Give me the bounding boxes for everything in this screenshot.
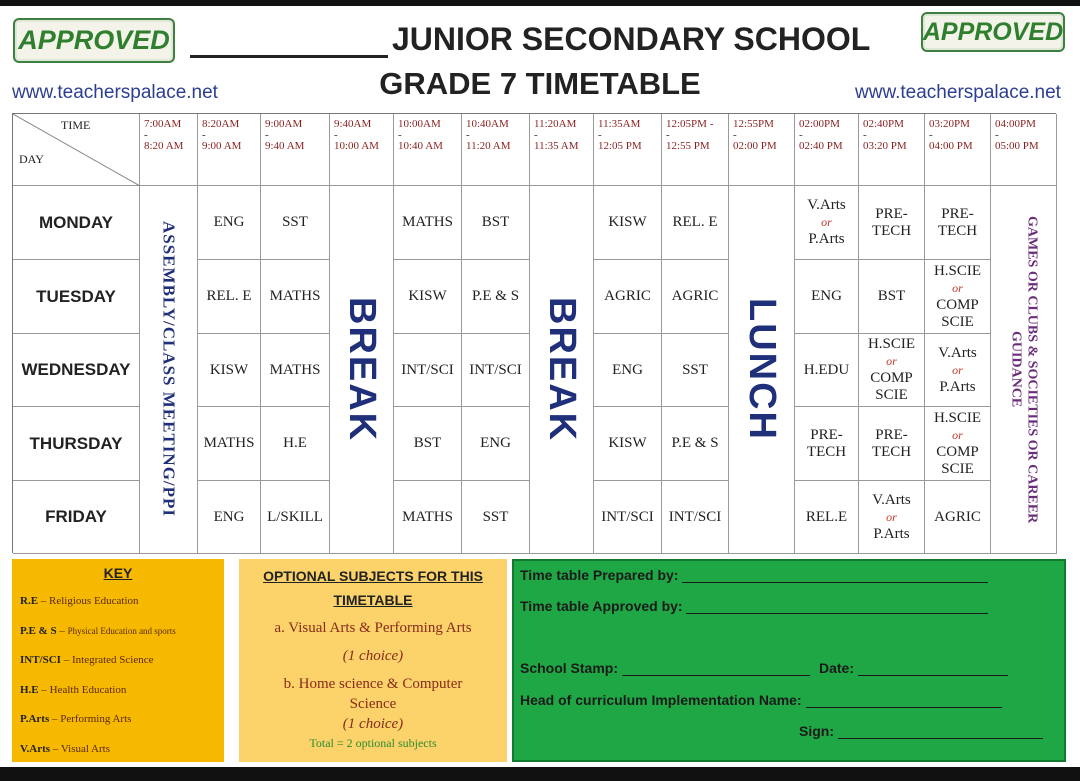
subject-cell — [394, 260, 462, 334]
subject-option-b: P.Arts — [808, 231, 845, 247]
key-description: Performing Arts — [60, 713, 132, 725]
subject-cell-content — [394, 214, 461, 231]
subject-cell-content — [261, 362, 329, 379]
key-panel — [12, 559, 224, 762]
subject-cell-content — [925, 263, 990, 331]
subject-name: MATHS — [203, 435, 255, 451]
time-slot-start: 03:20PM — [929, 118, 970, 130]
subject-name: H.EDU — [803, 361, 850, 378]
subject-cell-content — [859, 427, 924, 461]
time-slot-header — [394, 114, 462, 186]
day-label-text: MONDAY — [39, 212, 113, 232]
time-slot-header — [662, 114, 729, 186]
games-column-label: GAMES OR CLUBS & SOCIETIES OR CAREER GUIDANCE — [1008, 215, 1040, 524]
subject-cell-content — [662, 509, 728, 526]
subject-cell — [925, 407, 991, 481]
approved-badge-left: APPROVED — [13, 18, 175, 63]
subject-cell-content — [795, 288, 858, 305]
key-item — [20, 646, 216, 676]
top-frame-bar — [0, 0, 1080, 6]
optional-title-line2: TIMETABLE — [333, 592, 413, 608]
subject-cell — [925, 260, 991, 334]
subject-cell — [795, 334, 859, 407]
option-b-line2: Science — [349, 696, 397, 712]
subject-cell — [662, 481, 729, 554]
subject-cell-content — [261, 288, 329, 305]
subject-name: P.E & S — [671, 435, 719, 451]
subject-option-a: H.SCIE — [867, 336, 916, 352]
time-slot-start: 02:00PM — [799, 118, 840, 130]
subject-cell-content — [859, 336, 924, 404]
subject-cell-content — [594, 288, 661, 305]
prepared-by-field[interactable] — [682, 569, 988, 583]
subject-cell-content — [394, 435, 461, 452]
time-slot-dash: - — [265, 129, 269, 141]
key-title: KEY — [103, 565, 133, 581]
subject-name: AGRIC — [671, 288, 719, 304]
subject-cell — [394, 186, 462, 260]
time-slot-dash: - — [863, 129, 867, 141]
lunch-column — [729, 186, 795, 554]
subject-cell — [662, 260, 729, 334]
key-description: Physical Education and sports — [67, 625, 176, 636]
subject-cell — [394, 334, 462, 407]
time-slot-header — [859, 114, 925, 186]
key-description: Health Education — [49, 683, 127, 696]
time-slot-start: 12:55PM — [733, 118, 774, 130]
key-separator: – — [56, 624, 68, 637]
subject-option-b: P.Arts — [939, 378, 976, 395]
time-slot-header — [330, 114, 394, 186]
break-column-1-label: BREAK — [341, 296, 383, 443]
subject-cell — [594, 334, 662, 407]
approved-badge-right: APPROVED — [921, 12, 1065, 52]
day-label — [13, 260, 140, 334]
subject-cell-content — [594, 435, 661, 452]
time-slot-header — [261, 114, 330, 186]
subject-cell-content — [925, 345, 990, 396]
subject-name: BST — [413, 435, 442, 451]
key-item — [20, 617, 216, 647]
school-title-text: JUNIOR SECONDARY SCHOOL — [392, 21, 871, 57]
key-item — [20, 735, 216, 765]
school-stamp-line — [520, 660, 810, 676]
subject-cell — [261, 186, 330, 260]
bottom-frame-bar — [0, 767, 1080, 781]
time-slot-dash: - — [398, 129, 402, 141]
subject-cell — [462, 407, 530, 481]
timetable-grid — [12, 113, 1056, 553]
time-slot-dash: - — [929, 129, 933, 141]
subject-cell — [198, 481, 261, 554]
time-slot-end: 9:00 AM — [202, 140, 242, 152]
day-label-text: THURSDAY — [29, 433, 123, 453]
subject-name: REL.E — [805, 508, 848, 525]
or-separator: or — [886, 509, 897, 524]
subject-option-a: V.Arts — [938, 344, 977, 361]
assembly-column — [140, 186, 198, 554]
subject-cell-content — [925, 509, 990, 526]
subject-cell — [795, 186, 859, 260]
subject-name: AGRIC — [934, 508, 981, 525]
time-slot-end: 11:35 AM — [534, 140, 579, 152]
subject-option-a: V.Arts — [807, 197, 846, 213]
time-slot-start: 12:05PM - — [666, 118, 714, 130]
subject-cell — [662, 407, 729, 481]
key-item — [20, 705, 216, 735]
subject-cell-content — [394, 362, 461, 379]
option-a: a. Visual Arts & Performing Arts — [274, 620, 472, 636]
time-slot-end: 8:20 AM — [144, 140, 184, 152]
timetable-title: GRADE 7 TIMETABLE — [379, 66, 701, 101]
subject-name: REL. E — [206, 288, 252, 304]
subject-cell — [662, 186, 729, 260]
school-name-blank — [190, 26, 388, 58]
subject-cell-content — [261, 509, 329, 526]
day-label-text: WEDNESDAY — [21, 360, 131, 379]
key-item — [20, 676, 216, 706]
subject-name: MATHS — [402, 214, 453, 230]
subject-cell — [261, 407, 330, 481]
corner-day-label: DAY — [19, 152, 44, 166]
time-slot-start: 11:20AM — [534, 118, 577, 130]
prepared-by-line — [520, 567, 988, 583]
head-name-line — [520, 692, 1002, 708]
key-description: Religious Education — [49, 595, 139, 607]
subject-cell — [795, 481, 859, 554]
option-b-line1: b. Home science & Computer — [283, 676, 463, 692]
games-column — [991, 186, 1057, 554]
time-slot-header — [925, 114, 991, 186]
subject-cell-content — [859, 288, 924, 305]
subject-cell — [462, 260, 530, 334]
subject-name: ENG — [480, 435, 511, 451]
time-slot-dash: - — [995, 129, 999, 141]
subject-option-b: COMP SCIE — [936, 443, 979, 477]
subject-cell — [859, 407, 925, 481]
choice-b: (1 choice) — [342, 716, 404, 732]
key-abbreviation: H.E — [20, 683, 39, 696]
subject-cell-content — [662, 362, 728, 379]
sign-line — [799, 723, 1043, 739]
website-right: www.teacherspalace.net — [855, 82, 1061, 103]
subject-cell-content — [594, 214, 661, 231]
time-slot-end: 9:40 AM — [265, 140, 305, 152]
time-slot-end: 05:00 PM — [995, 140, 1039, 152]
time-slot-header — [530, 114, 594, 186]
time-slot-dash: - — [733, 129, 737, 141]
subject-cell-content — [198, 214, 260, 231]
subject-cell — [925, 334, 991, 407]
subject-cell — [795, 407, 859, 481]
key-separator: – — [38, 595, 50, 607]
lunch-column-label: LUNCH — [741, 298, 783, 441]
subject-name: KISW — [408, 288, 447, 304]
subject-name: SST — [682, 361, 708, 378]
corner-cell — [13, 114, 140, 186]
key-separator: – — [50, 742, 61, 755]
time-slot-start: 9:40AM — [334, 118, 372, 130]
subject-name: REL. E — [672, 214, 718, 230]
subject-cell — [394, 481, 462, 554]
subject-cell — [594, 407, 662, 481]
subject-name: MATHS — [269, 361, 321, 378]
key-abbreviation: INT/SCI — [20, 654, 61, 666]
or-separator: or — [821, 215, 832, 229]
subject-cell-content — [198, 288, 260, 305]
key-description: Integrated Science — [71, 654, 154, 666]
subject-cell-content — [462, 288, 529, 305]
key-separator: – — [49, 713, 61, 725]
subject-name: L/SKILL — [267, 508, 323, 525]
key-item — [20, 587, 216, 617]
sign-field[interactable] — [838, 725, 1043, 739]
time-slot-start: 10:00AM — [398, 118, 441, 130]
subject-cell — [198, 407, 261, 481]
subject-cell-content — [394, 288, 461, 305]
subject-cell — [462, 186, 530, 260]
subject-cell-content — [859, 206, 924, 240]
time-slot-end: 02:00 PM — [733, 140, 777, 152]
subject-name: MATHS — [269, 288, 321, 304]
subject-name: SST — [482, 508, 509, 525]
subject-cell-content — [462, 362, 529, 379]
or-separator: or — [952, 427, 963, 442]
time-slot-dash: - — [466, 129, 470, 141]
time-slot-start: 7:00AM — [144, 118, 182, 130]
subject-cell-content — [198, 435, 260, 452]
time-slot-start: 8:20AM — [202, 118, 240, 130]
key-abbreviation: V.Arts — [20, 742, 51, 755]
key-list — [20, 587, 216, 764]
subject-cell-content — [198, 362, 260, 379]
subject-cell — [462, 334, 530, 407]
time-slot-dash: - — [598, 129, 602, 141]
time-slot-dash: - — [666, 129, 670, 141]
subject-cell — [261, 334, 330, 407]
date-line — [819, 660, 1008, 676]
subject-cell — [198, 334, 261, 407]
subject-option-b: COMP SCIE — [936, 296, 979, 330]
time-slot-end: 03:20 PM — [863, 140, 907, 152]
subject-option-a: H.SCIE — [933, 409, 982, 426]
break-column-1 — [330, 186, 394, 554]
prepared-by-label: Time table Prepared by: — [520, 567, 679, 583]
subject-cell — [925, 186, 991, 260]
subject-cell-content — [662, 288, 728, 305]
subject-cell — [198, 186, 261, 260]
subject-cell-content — [594, 509, 661, 526]
subject-option-b: COMP SCIE — [870, 370, 913, 403]
subject-cell-content — [261, 435, 329, 452]
subject-cell-content — [795, 197, 858, 248]
key-description: Visual Arts — [60, 742, 111, 755]
day-label — [13, 481, 140, 554]
subject-name: P.E & S — [471, 288, 520, 304]
subject-cell-content — [462, 435, 529, 452]
subject-cell — [795, 260, 859, 334]
sign-label: Sign: — [799, 723, 834, 739]
subject-cell — [594, 186, 662, 260]
subject-cell — [925, 481, 991, 554]
key-abbreviation: P.Arts — [20, 713, 50, 725]
time-slot-start: 02:40PM — [863, 118, 904, 130]
time-slot-header — [729, 114, 795, 186]
subject-cell — [594, 481, 662, 554]
time-slot-header — [140, 114, 198, 186]
head-name-label: Head of curriculum Implementation Name: — [520, 692, 802, 708]
corner-time-label: TIME — [61, 118, 91, 132]
subject-name: PRE-TECH — [871, 426, 912, 460]
subject-cell — [594, 260, 662, 334]
subject-cell — [261, 260, 330, 334]
subject-cell — [261, 481, 330, 554]
time-slot-end: 11:20 AM — [466, 140, 511, 152]
subject-name: ENG — [612, 361, 643, 378]
time-slot-end: 10:00 AM — [334, 140, 379, 152]
date-field[interactable] — [858, 662, 1008, 676]
break-column-2-label: BREAK — [541, 296, 583, 443]
subject-cell-content — [261, 214, 329, 231]
subject-cell — [859, 260, 925, 334]
optional-subjects-panel — [239, 559, 507, 762]
time-slot-header — [198, 114, 261, 186]
time-slot-end: 12:55 PM — [666, 140, 710, 152]
day-label — [13, 186, 140, 260]
day-label-text: TUESDAY — [36, 286, 116, 306]
subject-cell-content — [859, 492, 924, 543]
subject-cell-content — [925, 410, 990, 478]
break-column-2 — [530, 186, 594, 554]
subject-name: INT/SCI — [668, 508, 722, 525]
subject-name: INT/SCI — [469, 361, 522, 378]
time-slot-header — [462, 114, 530, 186]
time-slot-header — [594, 114, 662, 186]
subject-cell-content — [394, 509, 461, 526]
time-slot-end: 12:05 PM — [598, 140, 642, 152]
approved-by-field[interactable] — [686, 600, 988, 614]
optional-title-line1: OPTIONAL SUBJECTS FOR THIS — [263, 568, 483, 584]
assembly-column-label: ASSEMBLY/CLASS MEETING/PPI — [159, 221, 179, 518]
time-slot-start: 11:35AM — [598, 118, 641, 130]
subject-name: BST — [877, 288, 906, 304]
time-slot-dash: - — [534, 129, 538, 141]
school-stamp-field[interactable] — [622, 662, 810, 676]
subject-cell-content — [662, 214, 728, 231]
approved-by-line — [520, 598, 988, 614]
subject-cell — [859, 334, 925, 407]
choice-a: (1 choice) — [342, 648, 404, 664]
subject-cell-content — [462, 509, 529, 526]
or-separator: or — [952, 280, 963, 295]
subject-name: INT/SCI — [601, 508, 654, 525]
time-slot-header — [795, 114, 859, 186]
subject-cell-content — [795, 509, 858, 526]
time-slot-dash: - — [202, 129, 206, 141]
key-separator: – — [38, 683, 50, 696]
subject-name: ENG — [213, 214, 245, 230]
day-label — [13, 334, 140, 407]
subject-cell-content — [594, 362, 661, 379]
subject-cell — [859, 186, 925, 260]
subject-name: BST — [481, 214, 510, 230]
subject-cell-content — [795, 427, 858, 461]
or-separator: or — [952, 362, 963, 377]
time-slot-end: 10:40 AM — [398, 140, 443, 152]
subject-option-a: V.Arts — [872, 491, 911, 508]
subject-name: H.E — [283, 435, 307, 451]
date-label: Date: — [819, 660, 855, 676]
time-slot-start: 10:40AM — [466, 118, 509, 130]
subject-name: AGRIC — [604, 288, 651, 304]
time-slot-dash: - — [334, 129, 338, 141]
day-label-text: FRIDAY — [45, 507, 107, 526]
subject-name: KISW — [608, 214, 647, 230]
approved-by-label: Time table Approved by: — [520, 598, 683, 614]
subject-cell — [859, 481, 925, 554]
subject-name: KISW — [209, 361, 249, 378]
subject-cell-content — [198, 509, 260, 526]
subject-cell-content — [925, 206, 990, 240]
subject-cell — [198, 260, 261, 334]
school-title — [190, 20, 890, 58]
head-name-field[interactable] — [806, 694, 1002, 708]
time-slot-end: 02:40 PM — [799, 140, 843, 152]
school-stamp-label: School Stamp: — [520, 660, 619, 676]
website-left: www.teacherspalace.net — [12, 82, 218, 103]
key-separator: – — [60, 654, 72, 666]
subject-name: PRE-TECH — [937, 205, 978, 239]
subject-option-a: H.SCIE — [933, 262, 982, 279]
key-abbreviation: P.E & S — [20, 624, 57, 637]
time-slot-header — [991, 114, 1057, 186]
time-slot-start: 9:00AM — [265, 118, 303, 130]
subject-cell-content — [662, 435, 728, 452]
subject-name: MATHS — [402, 508, 453, 525]
optional-total: Total = 2 optional subjects — [309, 736, 437, 750]
time-slot-start: 04:00PM — [995, 118, 1036, 130]
key-abbreviation: R.E — [20, 595, 39, 607]
or-separator: or — [886, 354, 897, 368]
subject-cell-content — [462, 214, 529, 231]
subject-cell-content — [795, 362, 858, 379]
time-slot-end: 04:00 PM — [929, 140, 973, 152]
subject-name: PRE-TECH — [806, 426, 847, 460]
signoff-panel — [512, 559, 1066, 762]
subject-name: ENG — [213, 508, 245, 525]
time-slot-dash: - — [799, 129, 803, 141]
subject-cell — [662, 334, 729, 407]
subject-option-b: P.Arts — [873, 525, 910, 542]
subject-name: ENG — [811, 288, 842, 304]
subject-name: INT/SCI — [401, 361, 454, 378]
time-slot-dash: - — [144, 129, 148, 141]
subject-name: PRE-TECH — [871, 205, 912, 239]
subject-name: KISW — [608, 435, 647, 451]
subject-name: SST — [282, 214, 308, 230]
subject-cell — [394, 407, 462, 481]
subject-cell — [462, 481, 530, 554]
day-label — [13, 407, 140, 481]
